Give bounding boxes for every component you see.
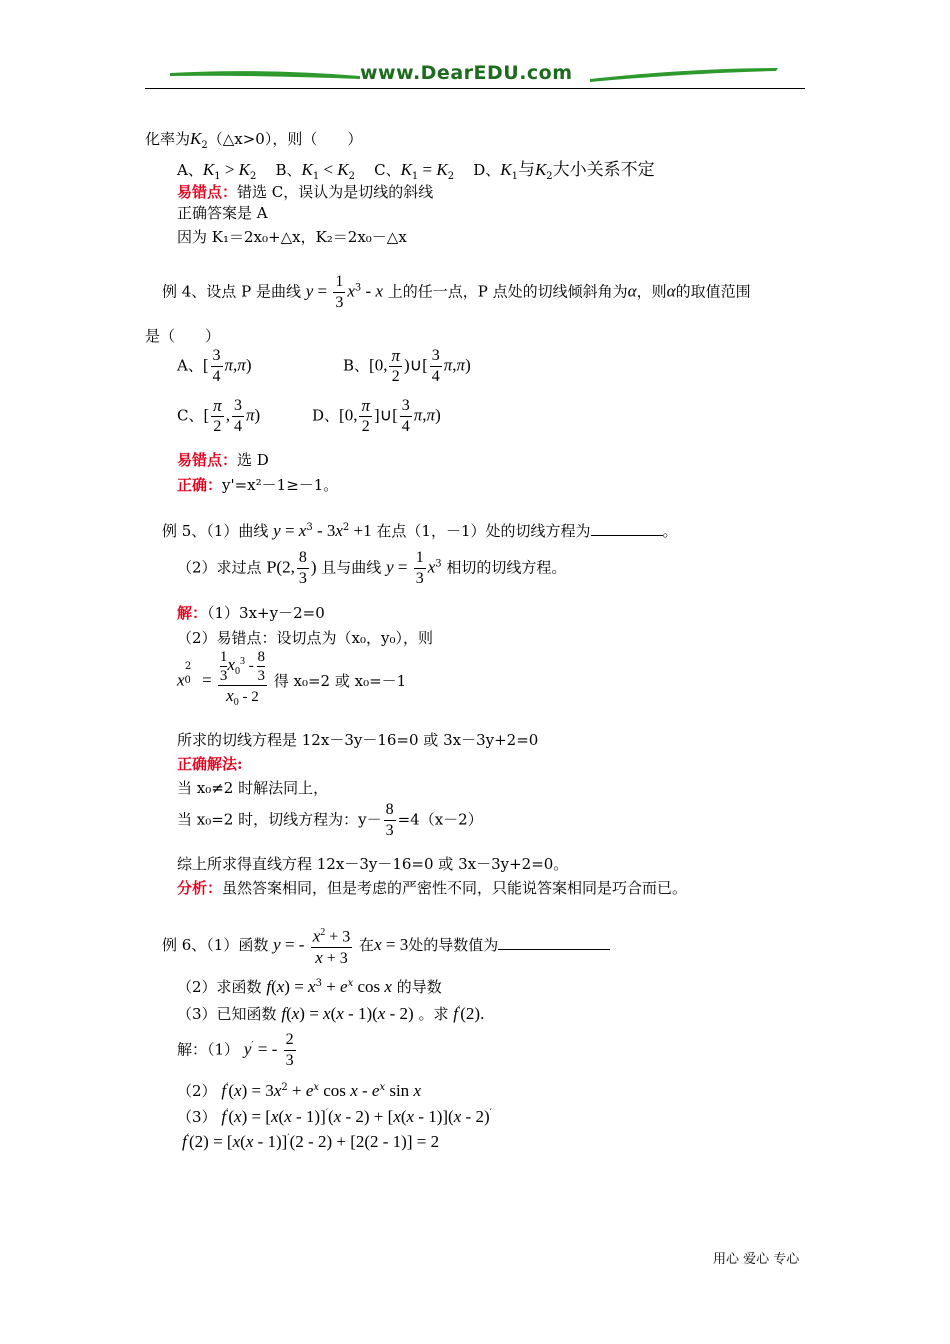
ex3-line1: 化率为$K_2(\triangle x>0)$，则（ ） [145, 129, 363, 151]
ex5-c1: 当 x₀≠2 时解法同上， [177, 779, 329, 797]
ex5-correct-label: 正确解法: [177, 755, 243, 773]
ex5-q2: （2）求过点 P(2, $\frac{8}{3}$ ) 且与曲线 y = $\frac{1}{3}$ $x^3$ 相切的切线方程。 [177, 549, 567, 587]
page-footer: 用心 爱心 专心 [713, 1252, 800, 1267]
header-logo [170, 64, 780, 88]
ex4-option-a: A、[ $\frac{3}{4}$ π,π) [177, 347, 252, 385]
ex5-c3: 综上所求得直线方程 12x－3y－16=0 或 3x－3y+2=0。 [177, 855, 569, 873]
ex3-because: 因为 K₁＝2x₀+△x，K₂＝2x₀－△x [177, 228, 407, 246]
ex6-sol2: （2） $f'(x) = 3x^2 + e^x$ cos x - $e^x$ sin x [177, 1081, 421, 1100]
ex5-sol2: （2）易错点：设切点为（x₀，y₀），则 [177, 629, 434, 647]
ex6-sol3-eval: f′(2) = [x(x - 1)]′(2 - 2) + [2(2 - 1)] = 2 [182, 1132, 440, 1151]
ex5-c2: 当 x₀=2 时，切线方程为：y－ $\frac{8}{3}$ =4（x－2） [177, 801, 483, 839]
ex6-sol1: 解：（1） y′ = - $\frac{2}{3}$ [177, 1031, 294, 1069]
ex3-options: A、$K_1 > K_2$ B、$K_1 < K_2$ C、$K_1 = K_2$ D、$K_1$与$K_2$大小关系不定 [177, 160, 655, 182]
ex6-sol3: （3） f′(x) = [x(x - 1)]′(x - 2) + [x(x - 1)](x - 2)′ [177, 1107, 492, 1126]
ex5-result: 所求的切线方程是 12x－3y－16=0 或 3x－3y+2=0 [177, 731, 539, 749]
answer-blank [591, 535, 663, 536]
ex4-option-b: B、[0, $\frac{\pi}{2}$ )∪[ $\frac{3}{4}$ π,π) [343, 346, 471, 385]
ex4-correct: 正确：y'=x²－1≥－1。 [177, 476, 339, 494]
logo-text: www.DearEDU.com [360, 62, 573, 84]
ex5-equation: $x0^2$ = $\frac{1}{3}$ $x_0^3$ - $\frac{8}{3}$ $x_0 - 2$ 得 x₀=2 或 x₀=－1 [177, 649, 407, 708]
ex5-analysis: 分析：虽然答案相同，但是考虑的严密性不同，只能说答案相同是巧合而已。 [177, 879, 688, 897]
ex6-q2: （2）求函数 $f(x) = x^3 + e^x$ cos x 的导数 [177, 977, 442, 996]
ex6-q3: （3）已知函数 f(x) = x(x - 1)(x - 2) 。求 f′(2). [177, 1004, 485, 1023]
header-rule [145, 88, 805, 89]
ex3-error: 易错点：错选 C，误认为是切线的斜线 [177, 183, 434, 201]
ex6-q1: 例 6、（1）函数 y = - $\frac{x^2 + 3}{x + 3}$ 在x = 3处的导数值为 [162, 923, 610, 969]
ex5-q1: 例 5、（1）曲线 $y = x^3 - 3x^2 +1$ 在点（1，－1）处的切线方程为 。 [162, 521, 678, 540]
ex4-option-c: C、[ $\frac{\pi}{2}$ , $\frac{3}{4}$ π) [177, 396, 261, 435]
ex4-option-d: D、[0, $\frac{\pi}{2}$ ]∪[ $\frac{3}{4}$ π,π) [312, 396, 441, 435]
ex3-answer: 正确答案是 A [177, 204, 268, 222]
ex4-question: 例 4、设点 P 是曲线 y = $\frac{1}{3}$ $x^3$ - x 上的任一点，P 点处的切线倾斜角为α，则α的取值范围 [162, 273, 751, 311]
answer-blank-2 [498, 949, 610, 950]
ex5-sol1: 解：（1）3x+y－2=0 [177, 604, 325, 622]
ex4-line2: 是（ ） [145, 327, 221, 345]
ex4-error: 易错点：选 D [177, 451, 269, 469]
